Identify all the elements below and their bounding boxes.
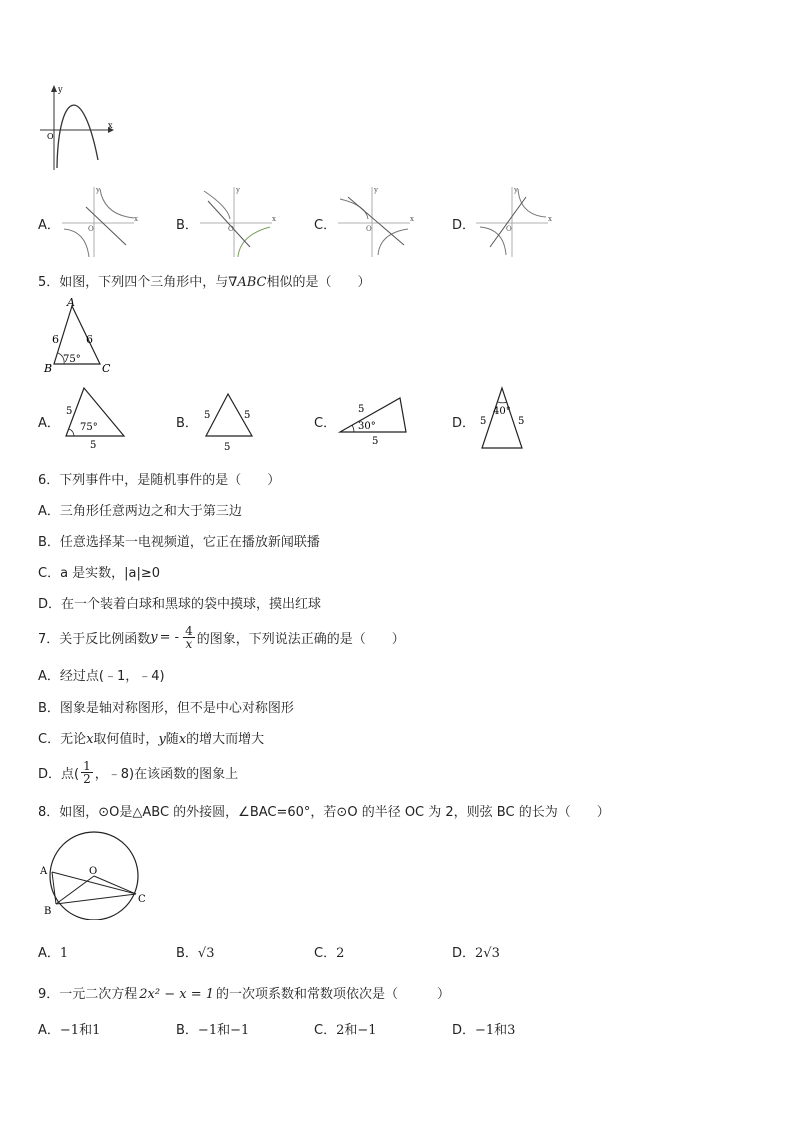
q7-stem: 7．关于反比例函数 y = - $\frac{4}{x}$ 的图象，下列说法正确的是（ ） [38, 623, 405, 651]
q9-option-b: B．−1和−1 [176, 1023, 250, 1038]
q5-option-b-letter: B． [176, 416, 198, 431]
q4-d-y: y [514, 186, 518, 194]
svg-text:O: O [89, 866, 98, 877]
q8-option-b: B．√3 [176, 946, 215, 961]
svg-text:5: 5 [224, 442, 231, 452]
q4-c-y: y [374, 186, 378, 194]
q6-option-a: A．三角形任意两边之和大于第三边 [38, 504, 242, 519]
q9-option-c: C．2和−1 [314, 1023, 377, 1038]
q4-option-b-graph [198, 185, 278, 260]
q4-a-o: O [88, 225, 94, 233]
q4-a-x: x [134, 215, 138, 223]
q4-main-x-label: x [108, 121, 113, 130]
q8-option-d: D．2√3 [452, 946, 500, 961]
svg-text:30°: 30° [358, 421, 376, 432]
q5-option-a-letter: A． [38, 416, 60, 431]
q4-d-x: x [548, 215, 552, 223]
q7-option-b: B．图象是轴对称图形，但不是中心对称图形 [38, 701, 294, 716]
svg-text:A: A [40, 866, 48, 877]
q4-main-origin: O [47, 132, 54, 141]
q8-circle-figure [36, 828, 152, 920]
q4-d-o: O [506, 225, 512, 233]
svg-text:5: 5 [244, 410, 251, 421]
q4-main-y-label: y [58, 85, 63, 94]
svg-text:C: C [138, 894, 146, 905]
svg-text:A: A [67, 296, 75, 309]
q4-option-c-graph [336, 185, 416, 260]
svg-text:40°: 40° [493, 406, 511, 417]
q4-b-y: y [236, 186, 240, 194]
svg-text:5: 5 [518, 416, 525, 427]
q7-option-c: C．无论x取何值时，y随x的增大而增大 [38, 732, 265, 747]
svg-text:B: B [44, 906, 52, 917]
q7-option-d: D．点( $\frac{1}{2}$ ，﹣8)在该函数的图象上 [38, 758, 239, 786]
svg-text:75°: 75° [80, 422, 98, 433]
svg-text:B: B [44, 362, 53, 375]
q6-option-d: D．在一个装着白球和黑球的袋中摸球，摸出红球 [38, 597, 322, 612]
q9-option-d: D．−1和3 [452, 1023, 516, 1038]
q8-option-a: A．1 [38, 946, 69, 961]
svg-text:6: 6 [52, 333, 59, 346]
q5-option-c-letter: C． [314, 416, 337, 431]
q4-a-y: y [96, 186, 100, 194]
q4-option-a-letter: A． [38, 218, 60, 233]
q4-c-o: O [366, 225, 372, 233]
q9-stem: 9．一元二次方程 2x² − x = 1 的一次项系数和常数项依次是（ ） [38, 987, 451, 1002]
q5-option-d-triangle [474, 384, 538, 452]
svg-text:75°: 75° [63, 354, 81, 365]
q8-option-c: C．2 [314, 946, 345, 961]
q4-c-x: x [410, 215, 414, 223]
svg-text:5: 5 [372, 436, 379, 447]
q4-option-b-letter: B． [176, 218, 198, 233]
q4-option-d-letter: D． [452, 218, 476, 233]
q4-b-o: O [228, 225, 234, 233]
q5-option-b-triangle [200, 390, 260, 452]
svg-text:6: 6 [86, 333, 93, 346]
svg-text:5: 5 [66, 406, 73, 417]
q4-option-d-graph [474, 185, 554, 260]
q4-b-x: x [272, 215, 276, 223]
q5-stem: 5．如图，下列四个三角形中，与∇ABC相似的是（ ） [38, 275, 371, 290]
svg-text:5: 5 [480, 416, 487, 427]
svg-text:5: 5 [90, 440, 97, 450]
q4-option-c-letter: C． [314, 218, 337, 233]
svg-text:5: 5 [358, 404, 365, 415]
q6-stem: 6．下列事件中，是随机事件的是（ ） [38, 473, 281, 488]
q5-figure-triangle-abc [42, 296, 112, 376]
q9-option-a: A．−1和1 [38, 1023, 101, 1038]
q6-option-c: C．a 是实数，|a|≥0 [38, 566, 161, 581]
svg-text:C: C [102, 362, 111, 375]
q7-option-a: A．经过点(﹣1，﹣4) [38, 669, 165, 684]
svg-text:5: 5 [204, 410, 211, 421]
q8-stem: 8．如图，⊙O是△ABC 的外接圆，∠BAC=60°，若⊙O 的半径 OC 为 2，则弦 BC 的长为（ ） [38, 805, 610, 820]
q5-option-d-letter: D． [452, 416, 476, 431]
q5-option-c-triangle [336, 392, 416, 448]
q6-option-b: B．任意选择某一电视频道，它正在播放新闻联播 [38, 535, 320, 550]
q5-option-a-triangle [60, 384, 132, 450]
q4-main-graph [36, 84, 116, 172]
q4-option-a-graph [60, 185, 140, 260]
